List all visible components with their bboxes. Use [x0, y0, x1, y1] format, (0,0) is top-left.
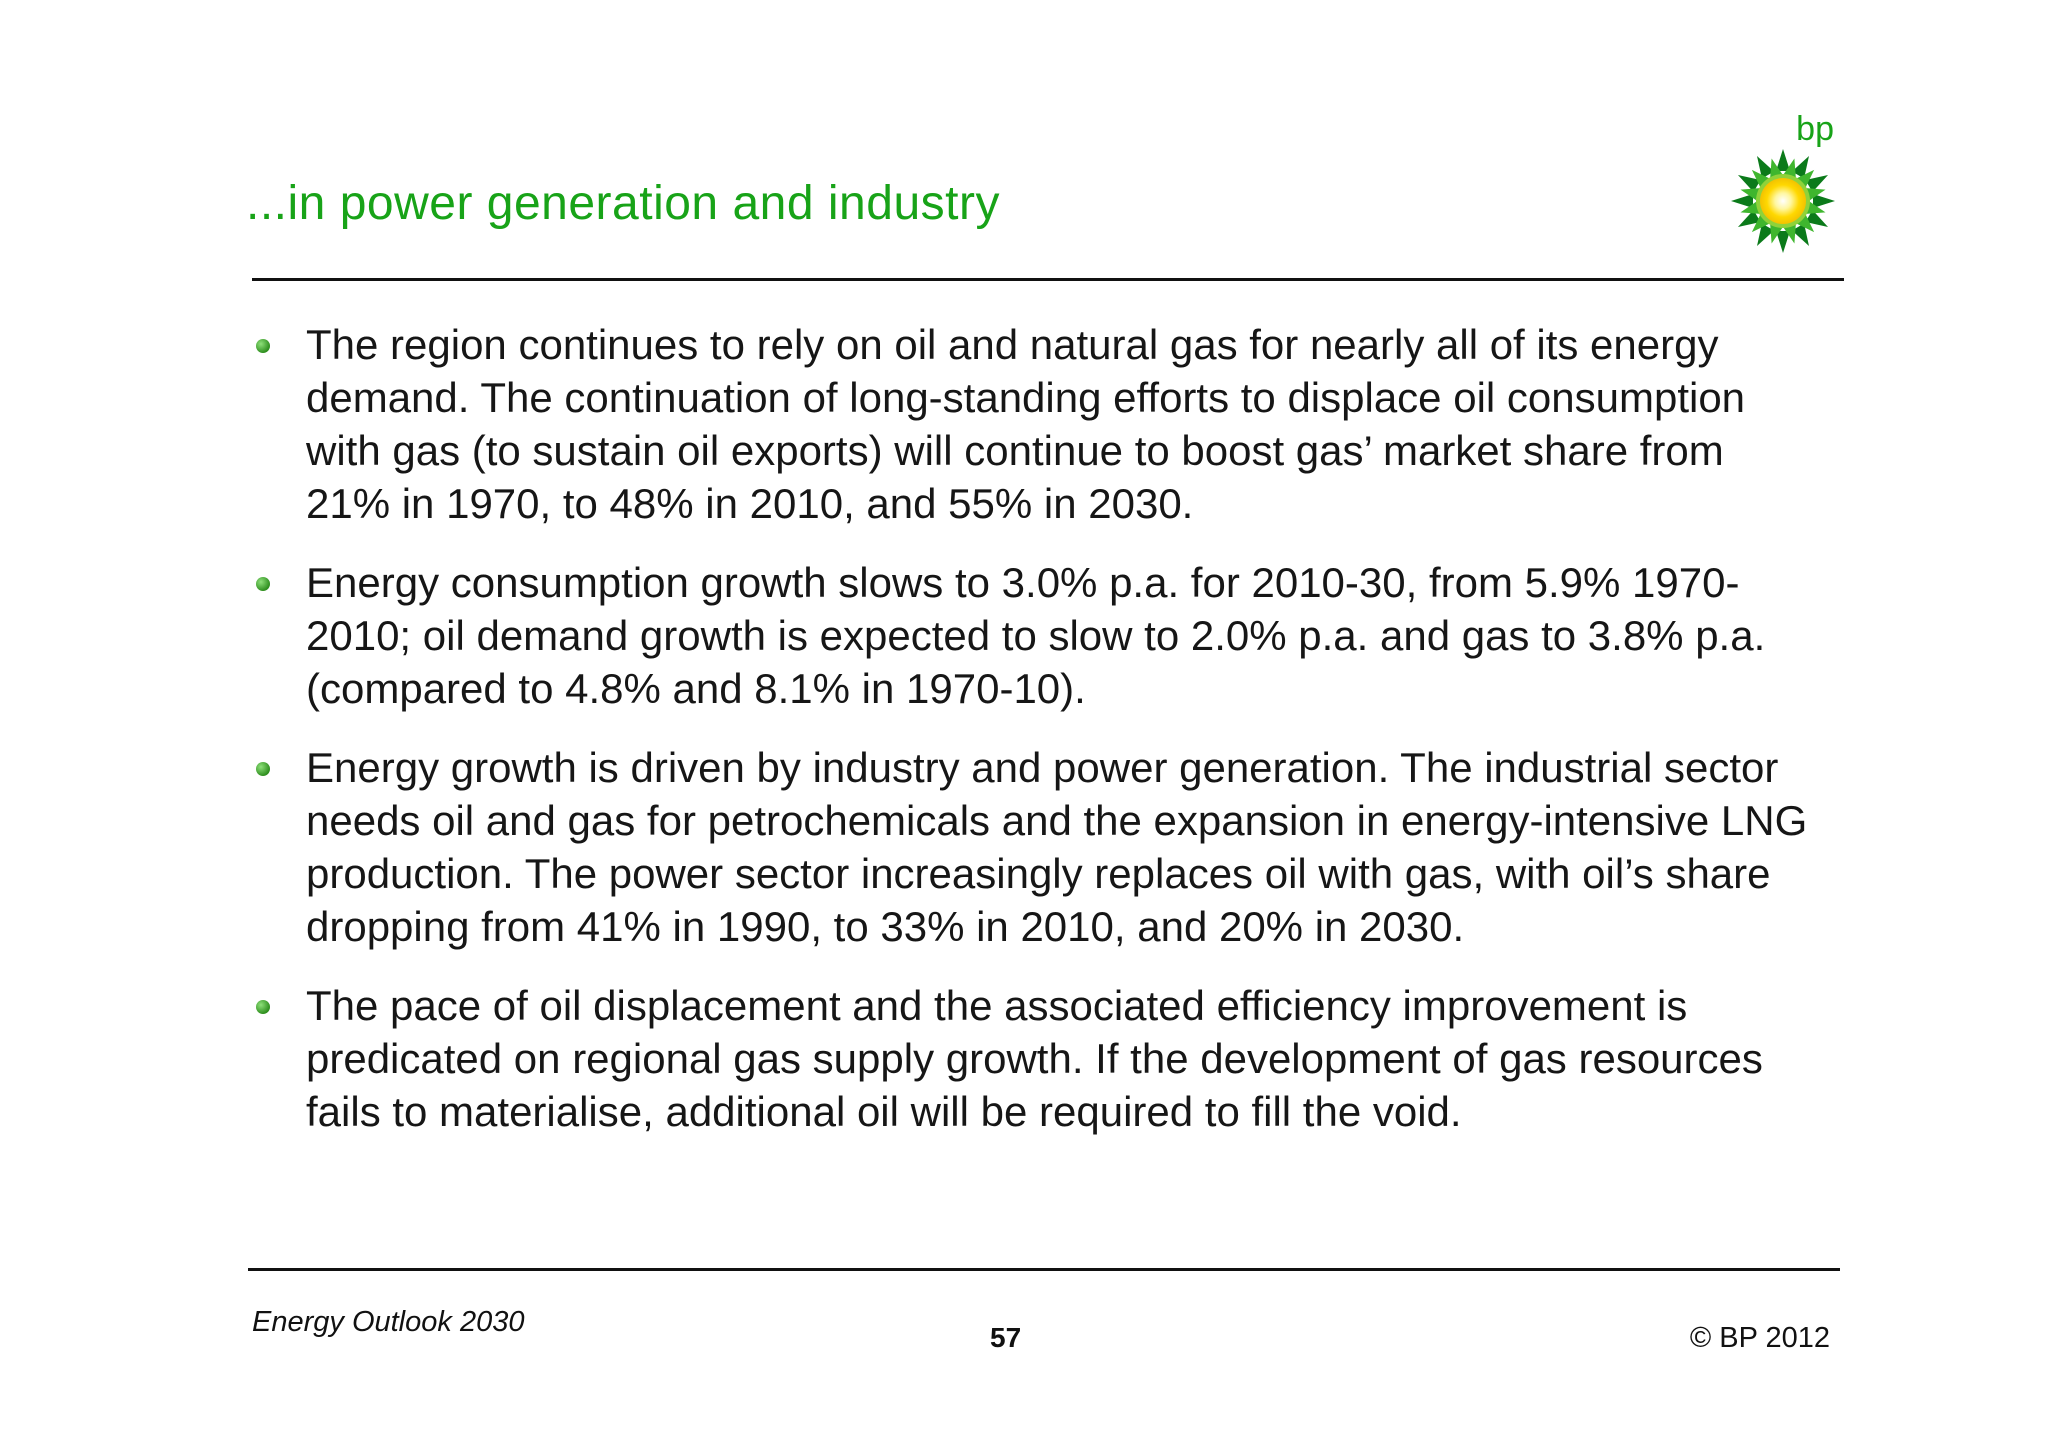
bp-logo — [1722, 110, 1842, 260]
publication-title: Energy Outlook 2030 — [252, 1306, 525, 1338]
bullet-item — [256, 556, 1816, 715]
header-divider — [252, 278, 1844, 281]
bullet-item — [256, 979, 1816, 1138]
bullet-dot-icon — [256, 339, 270, 353]
helios-icon — [1730, 148, 1836, 254]
bullet-dot-icon — [256, 1000, 270, 1014]
bullet-item — [256, 741, 1816, 953]
bp-logo-text: bp — [1796, 110, 1834, 148]
bullet-dot-icon — [256, 762, 270, 776]
bullet-dot-icon — [256, 577, 270, 591]
footer-divider — [248, 1268, 1840, 1271]
slide-title: ...in power generation and industry — [246, 177, 1000, 230]
page-number: 57 — [990, 1322, 1022, 1353]
bullet-text: Energy consumption growth slows to 3.0% p.a. for 2010-30, from 5.9% 1970-2010; oil demand growth is expected to slow to 2.0% p.a. and gas to 3.8% p.a. (compared to 4.8% and 8.1% in 1970-10). — [306, 559, 1766, 712]
bullet-list — [256, 318, 1816, 1164]
bullet-item — [256, 318, 1816, 530]
bullet-text: Energy growth is driven by industry and power generation. The industrial sector needs oil and gas for petrochemicals and the expansion in energy-intensive LNG production. The power sector increasingly replaces oil with gas, with oil’s share dropping from 41% in 1990, to 33% in 2010, and 20% in 2030. — [306, 744, 1808, 950]
bullet-text: The pace of oil displacement and the associated efficiency improvement is predicated on regional gas supply growth. If the development of gas resources fails to materialise, additional oil will be required to fill the void. — [306, 982, 1763, 1135]
bullet-text: The region continues to rely on oil and natural gas for nearly all of its energy demand. The continuation of long-standing efforts to displace oil consumption with gas (to sustain oil exports) will continue to boost gas’ market share from 21% in 1970, to 48% in 2010, and 55% in 2030. — [306, 321, 1746, 527]
copyright-notice: © BP 2012 — [1689, 1322, 1830, 1354]
